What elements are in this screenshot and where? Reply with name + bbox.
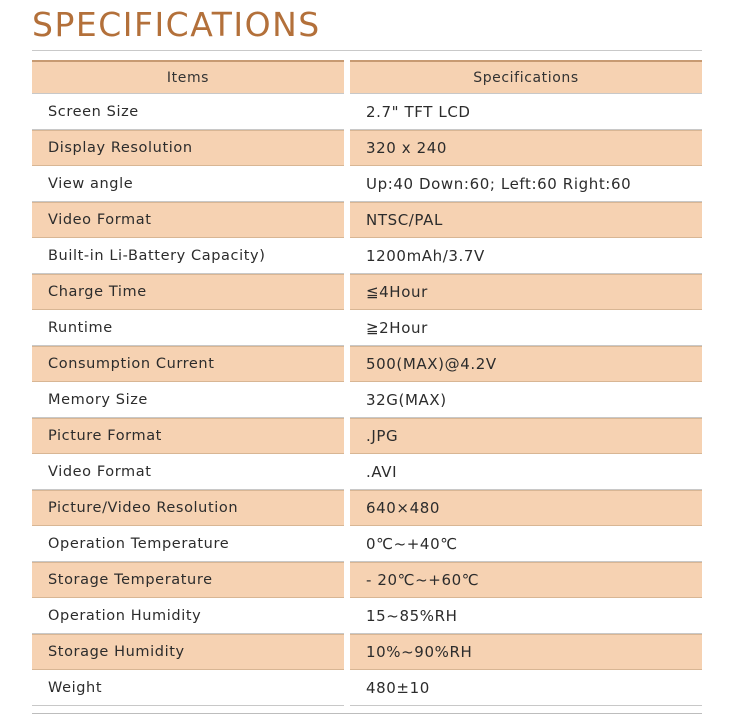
item-cell: Built-in Li-Battery Capacity) [32, 238, 344, 274]
spec-cell: 320 x 240 [350, 130, 702, 166]
item-cell: Operation Humidity [32, 598, 344, 634]
spec-cell: 10%~90%RH [350, 634, 702, 670]
item-cell: Video Format [32, 454, 344, 490]
table-row [32, 526, 702, 562]
item-cell: Storage Temperature [32, 562, 344, 598]
spec-cell: 15~85%RH [350, 598, 702, 634]
table-row [32, 130, 702, 166]
table-row [32, 418, 702, 454]
table-row [32, 202, 702, 238]
item-cell: Picture Format [32, 418, 344, 454]
spec-cell: .AVI [350, 454, 702, 490]
page-title: SPECIFICATIONS [32, 5, 321, 44]
table-row [32, 562, 702, 598]
item-cell: Display Resolution [32, 130, 344, 166]
table-row [32, 274, 702, 310]
table-row [32, 94, 702, 130]
table-row [32, 454, 702, 490]
table-row [32, 166, 702, 202]
table-header-row [32, 60, 702, 94]
item-cell: Memory Size [32, 382, 344, 418]
spec-cell: 640×480 [350, 490, 702, 526]
spec-cell: 480±10 [350, 670, 702, 706]
item-cell: Runtime [32, 310, 344, 346]
specifications-table [32, 60, 702, 706]
item-cell: Picture/Video Resolution [32, 490, 344, 526]
specifications-column-header: Specifications [350, 60, 702, 94]
table-row [32, 382, 702, 418]
table-row [32, 670, 702, 706]
item-cell: Operation Temperature [32, 526, 344, 562]
item-cell: Video Format [32, 202, 344, 238]
item-cell: Weight [32, 670, 344, 706]
spec-cell: ≧2Hour [350, 310, 702, 346]
items-column-header: Items [32, 60, 344, 94]
spec-cell: 32G(MAX) [350, 382, 702, 418]
table-bottom-divider [32, 713, 702, 714]
spec-cell: - 20℃~+60℃ [350, 562, 702, 598]
table-row [32, 598, 702, 634]
spec-cell: .JPG [350, 418, 702, 454]
spec-cell: NTSC/PAL [350, 202, 702, 238]
table-row [32, 310, 702, 346]
table-body [32, 94, 702, 706]
title-divider [32, 50, 702, 51]
spec-cell: Up:40 Down:60; Left:60 Right:60 [350, 166, 702, 202]
table-row [32, 346, 702, 382]
spec-cell: ≦4Hour [350, 274, 702, 310]
spec-cell: 1200mAh/3.7V [350, 238, 702, 274]
spec-cell: 0℃~+40℃ [350, 526, 702, 562]
item-cell: Screen Size [32, 94, 344, 130]
table-row [32, 490, 702, 526]
item-cell: Consumption Current [32, 346, 344, 382]
spec-cell: 500(MAX)@4.2V [350, 346, 702, 382]
table-row [32, 238, 702, 274]
item-cell: Charge Time [32, 274, 344, 310]
item-cell: View angle [32, 166, 344, 202]
table-row [32, 634, 702, 670]
spec-cell: 2.7" TFT LCD [350, 94, 702, 130]
item-cell: Storage Humidity [32, 634, 344, 670]
